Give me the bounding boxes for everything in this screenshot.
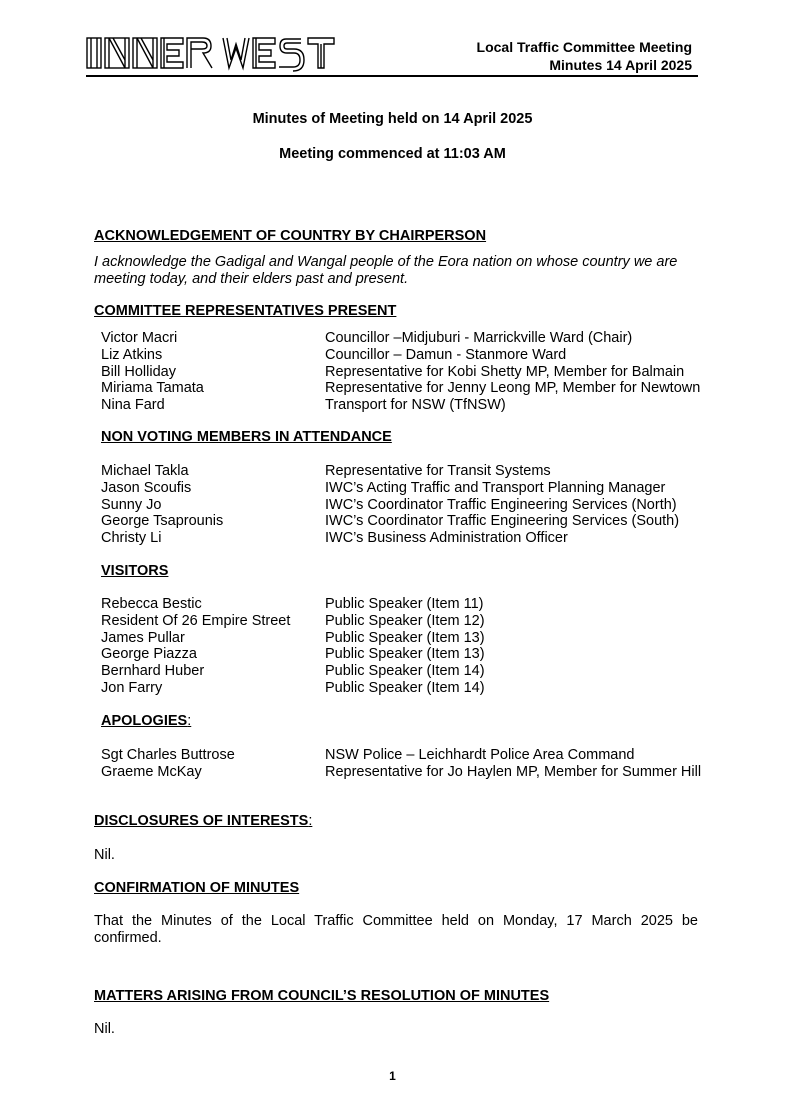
confirmation-text: That the Minutes of the Local Traffic Committee held on Monday, 17 March 2025 be confirmed. <box>94 913 698 946</box>
apology-name: Sgt Charles Buttrose <box>101 747 235 763</box>
visitors-heading: VISITORS <box>101 563 169 579</box>
member-role: Representative for Jenny Leong MP, Member for Newtown <box>325 380 701 397</box>
visitor-role: Public Speaker (Item 13) <box>325 646 485 663</box>
visitor-name: Resident Of 26 Empire Street <box>101 612 291 629</box>
apology-name: Graeme McKay <box>101 763 202 780</box>
visitor-role: Public Speaker (Item 12) <box>325 612 485 629</box>
list-item <box>101 347 711 364</box>
member-role: IWC’s Coordinator Traffic Engineering Services (North) <box>325 496 677 513</box>
member-name: Sunny Jo <box>101 496 162 513</box>
list-item <box>101 747 711 764</box>
apologies-heading-colon: : <box>187 713 192 729</box>
non-voting-members-list <box>101 463 711 547</box>
visitor-name: James Pullar <box>101 629 185 646</box>
list-item <box>101 480 711 497</box>
visitor-name: Rebecca Bestic <box>101 596 202 612</box>
inner-west-logo <box>86 36 338 72</box>
member-role: IWC’s Acting Traffic and Transport Planning Manager <box>325 479 666 496</box>
acknowledgement-heading: ACKNOWLEDGEMENT OF COUNTRY BY CHAIRPERSON <box>94 228 487 244</box>
list-item <box>101 463 711 480</box>
apology-role: Representative for Jo Haylen MP, Member for Summer Hill <box>325 763 702 780</box>
list-item <box>101 630 711 647</box>
apologies-list <box>101 747 711 781</box>
member-role: Councillor – Damun - Stanmore Ward <box>325 346 567 363</box>
disclosures-text: Nil. <box>94 847 115 863</box>
member-role: Representative for Transit Systems <box>325 463 551 479</box>
member-name: Michael Takla <box>101 463 189 479</box>
list-item <box>101 663 711 680</box>
confirmation-heading: CONFIRMATION OF MINUTES <box>94 880 300 896</box>
disclosures-heading <box>94 813 312 829</box>
header-divider <box>86 75 698 77</box>
visitor-name: Jon Farry <box>101 679 163 696</box>
meeting-date-heading: Minutes of Meeting held on 14 April 2025 <box>252 111 533 127</box>
list-item <box>101 364 711 381</box>
apologies-heading-text: APOLOGIES <box>101 713 188 729</box>
acknowledgement-text: I acknowledge the Gadigal and Wangal people of the Eora nation on whose country we are meeting today, and their elders past and present. <box>94 254 678 287</box>
member-role: Representative for Kobi Shetty MP, Member for Balmain <box>325 363 685 380</box>
member-name: Liz Atkins <box>101 346 163 363</box>
apology-role: NSW Police – Leichhardt Police Area Command <box>325 747 635 763</box>
member-name: Jason Scoufis <box>101 479 192 496</box>
member-role: IWC’s Coordinator Traffic Engineering Services (South) <box>325 513 680 530</box>
list-item <box>101 646 711 663</box>
visitor-role: Public Speaker (Item 11) <box>325 596 484 612</box>
apologies-heading <box>101 713 191 729</box>
member-name: Nina Fard <box>101 397 165 414</box>
list-item <box>101 613 711 630</box>
document-header <box>477 38 692 74</box>
committee-heading: COMMITTEE REPRESENTATIVES PRESENT <box>94 303 397 319</box>
list-item <box>101 764 711 781</box>
header-title-line1: Local Traffic Committee Meeting <box>476 39 692 55</box>
member-name: Bill Holliday <box>101 363 176 380</box>
member-role: Transport for NSW (TfNSW) <box>325 397 506 414</box>
member-role: IWC’s Business Administration Officer <box>325 530 568 547</box>
header-title-line2: Minutes 14 April 2025 <box>549 57 692 73</box>
member-role: Councillor –Midjuburi - Marrickville Ward (Chair) <box>325 330 633 346</box>
list-item <box>101 596 711 613</box>
visitor-role: Public Speaker (Item 13) <box>325 629 485 646</box>
list-item <box>101 513 711 530</box>
visitor-name: Bernhard Huber <box>101 663 205 680</box>
non-voting-heading: NON VOTING MEMBERS IN ATTENDANCE <box>101 429 392 445</box>
member-name: Miriama Tamata <box>101 380 204 397</box>
matters-arising-text: Nil. <box>94 1021 115 1037</box>
visitor-role: Public Speaker (Item 14) <box>325 663 485 680</box>
list-item <box>101 397 711 414</box>
list-item <box>101 680 711 697</box>
member-name: Christy Li <box>101 530 162 547</box>
visitor-role: Public Speaker (Item 14) <box>325 679 485 696</box>
list-item <box>101 497 711 514</box>
list-item <box>101 530 711 547</box>
visitor-name: George Piazza <box>101 646 197 663</box>
matters-arising-heading: MATTERS ARISING FROM COUNCIL’S RESOLUTION OF MINUTES <box>94 988 550 1004</box>
meeting-start-heading: Meeting commenced at 11:03 AM <box>279 146 506 162</box>
list-item <box>101 330 711 347</box>
disclosures-heading-colon: : <box>308 813 313 829</box>
member-name: George Tsaprounis <box>101 513 224 530</box>
visitors-list <box>101 596 711 697</box>
list-item <box>101 380 711 397</box>
page-number: 1 <box>389 1069 396 1083</box>
member-name: Victor Macri <box>101 330 178 346</box>
disclosures-heading-text: DISCLOSURES OF INTERESTS <box>94 813 309 829</box>
committee-members-list <box>101 330 711 414</box>
